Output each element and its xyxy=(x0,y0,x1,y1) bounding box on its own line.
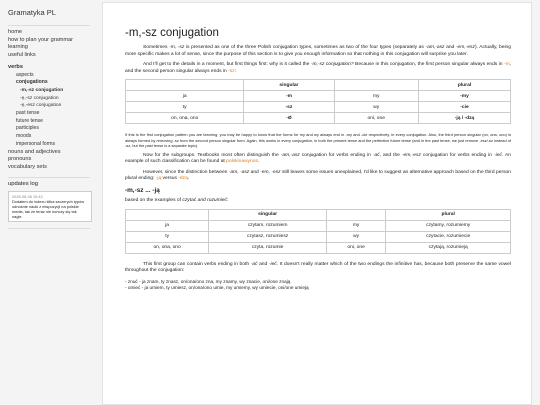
nav-item[interactable]: -ę,-sz conjugation xyxy=(20,95,59,101)
table-cell: on, ona, ono xyxy=(126,113,244,124)
table-cell: -m xyxy=(244,91,334,102)
table-row xyxy=(126,231,511,242)
nav-item[interactable]: moods xyxy=(16,133,32,140)
nav-item[interactable]: future tense xyxy=(16,117,43,124)
alternative-paragraph: However, since the distinction between -am, -asz and -em, -esz still leaves some issues unexplained, I'd like to suggest an alternative approach based on the third person plural ending: -ją versus -dzą. xyxy=(125,169,511,182)
table-row xyxy=(126,113,511,124)
small-note: If this is the first conjugation pattern you are learning, you may be happy to know that the forms for my and wy always end in -my and -cie respectively, in every conjugation. Also, the third person singular (on, ona, ono) is always formed by removing -sz from the second person singular form. Again, this works in every conjugation, in both the present tense and the perfective future tense (and in the past tense, we just remove -esz/-sz instead of -sz, but the past tense is a separate topic). xyxy=(125,132,511,149)
table-cell: czytacie, rozumiecie xyxy=(386,231,511,242)
table-cell: on, ona, ono xyxy=(126,242,209,253)
table-cell: my xyxy=(326,220,385,231)
nav-item[interactable]: aspects xyxy=(16,71,34,78)
update-entry xyxy=(8,191,92,222)
subgroups-paragraph: Now for the subgroups. Textbooks most often distinguish the -am,-asz conjugation for verbs ending in -ać, and the -em,-esz conjugation for verbs ending in -ieć. An example of such classification can be found at polskinawynos. xyxy=(125,152,511,165)
examples-table xyxy=(125,209,511,254)
site-title[interactable]: Gramatyka PL xyxy=(8,8,56,17)
list-item: - umieć - ja umiem, ty umiesz, on/ona/ono umie, my umiemy, wy umiecie, oni/one umieją xyxy=(125,285,309,291)
table-header-empty xyxy=(326,209,385,220)
nav-item[interactable]: verbs xyxy=(8,63,23,70)
table-cell: -cie xyxy=(418,102,510,113)
table-header: singular xyxy=(209,209,327,220)
intro-paragraph: Sometimes -m, -sz is presented as one of the three Polish conjugation types, sometimes as two of the four types (separately as -am,-asz and -em,-esz). Actually, being more specific makes a lot of sense, since the purpose of this section is to give you enough information so that nothing in this conjugation will surprise you later. xyxy=(125,45,511,57)
sidebar-divider xyxy=(8,177,90,178)
table-row xyxy=(126,242,511,253)
table-cell: -ją / -dzą xyxy=(418,113,510,124)
table-cell: czytamy, rozumiemy xyxy=(386,220,511,231)
nav-item[interactable]: how to plan your grammar learning xyxy=(8,36,73,51)
table-cell: wy xyxy=(334,102,418,113)
table-cell: ja xyxy=(126,91,244,102)
update-date: 2026-08-06 19:43 xyxy=(12,193,43,199)
nav-item[interactable]: -ę,-esz conjugation xyxy=(20,103,62,109)
sidebar-divider xyxy=(8,228,90,229)
updates-title[interactable]: updates log xyxy=(8,180,38,187)
table-header: singular xyxy=(244,80,334,91)
table-cell: oni, one xyxy=(334,113,418,124)
table-cell: -Ø xyxy=(244,113,334,124)
table-cell: czytają, rozumieją xyxy=(386,242,511,253)
main-content xyxy=(102,2,532,405)
table-cell: -my xyxy=(418,91,510,102)
subsection-heading: -m,-sz ... -ją xyxy=(125,186,160,194)
nav-item[interactable]: vocabulary sets xyxy=(8,163,47,170)
nav-item[interactable]: past tense xyxy=(16,110,40,117)
nav-item[interactable]: conjugations xyxy=(16,79,48,86)
page-title: -m,-sz conjugation xyxy=(125,27,219,39)
table-cell: ja xyxy=(126,220,209,231)
sidebar xyxy=(0,0,96,405)
polskinawynos-link[interactable]: polskinawynos xyxy=(226,159,258,165)
table-cell: czytasz, rozumiesz xyxy=(209,231,327,242)
sidebar-nav xyxy=(8,29,90,172)
table-cell: my xyxy=(334,91,418,102)
endings-table xyxy=(125,79,511,124)
table-cell: ty xyxy=(126,231,209,242)
table-cell: -sz xyxy=(244,102,334,113)
table-header-empty xyxy=(126,80,244,91)
table-row xyxy=(126,102,511,113)
nav-item[interactable]: pronouns xyxy=(8,156,32,163)
table-cell: wy xyxy=(326,231,385,242)
nav-item[interactable]: impersonal forms xyxy=(16,140,56,147)
table-header-empty xyxy=(334,80,418,91)
table-header: plural xyxy=(386,209,511,220)
nav-item[interactable]: nouns and adjectives xyxy=(8,148,61,155)
nav-item[interactable]: -m,-sz conjugation xyxy=(20,87,64,93)
nav-item[interactable]: home xyxy=(8,29,22,35)
sidebar-divider xyxy=(8,25,90,26)
nav-item[interactable]: participles xyxy=(16,125,39,132)
table-cell: ty xyxy=(126,102,244,113)
table-header-empty xyxy=(126,209,209,220)
details-paragraph: And I'll get to the details in a moment, but first things first: why is it called the -m,-sz conjugation? Because in this conjugation, the first person singular always ends in -m, and the second person singular always ends in -sz: xyxy=(125,62,511,74)
table-header: plural xyxy=(418,80,510,91)
table-row xyxy=(126,91,511,102)
examples-intro: based on the examples of czytać and rozumieć: xyxy=(125,197,229,203)
table-cell: czytam, rozumiem xyxy=(209,220,327,231)
update-text: Dodałem do indexu kilka szczerych typów odnośnie nauki z ekspozycji na polskie media, tak że teraz nie kończy się tak nagle. xyxy=(12,198,85,219)
table-row xyxy=(126,220,511,231)
list-item: - znuć - ja znam, ty znasz, on/ona/ono zna, my znamy, wy znacie, oni/one znają xyxy=(125,278,291,284)
table-cell: oni, one xyxy=(326,242,385,253)
example-list xyxy=(125,279,511,292)
table-cell: czyta, rozumie xyxy=(209,242,327,253)
first-group-paragraph: This first group can contain verbs ending in both -ać and -ieć. It doesn't really matter which of the two endings the infinitive has, because both preserve the same vowel throughout the conjugation: xyxy=(125,261,511,274)
nav-item[interactable]: useful links xyxy=(8,52,36,59)
